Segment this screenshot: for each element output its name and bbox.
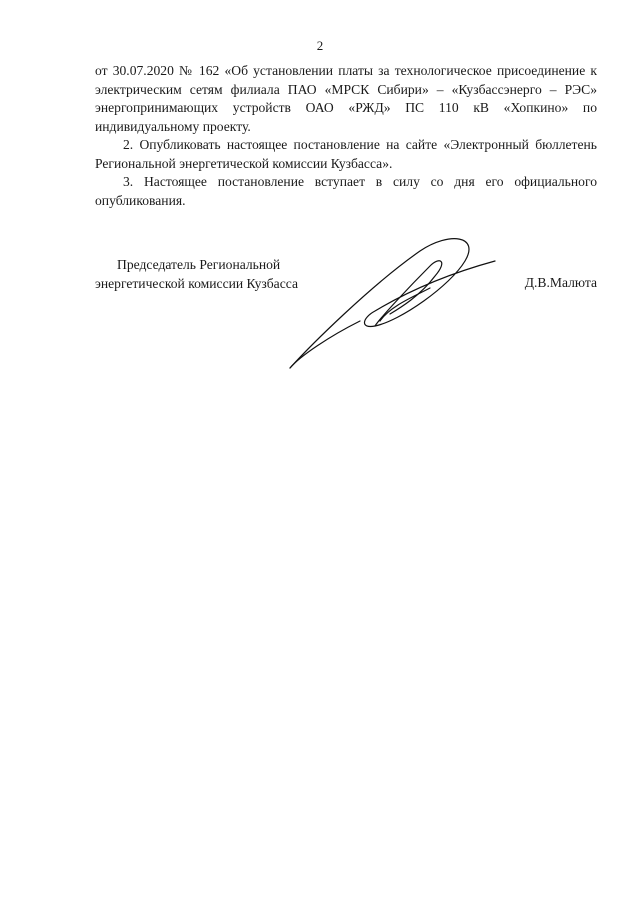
paragraph-2: 2. Опубликовать настоящее постановление на сайте «Электронный бюллетень Региональной энергетической комиссии Кузбасса». xyxy=(95,137,597,171)
paragraph-3: 3. Настоящее постановление вступает в силу со дня его официального опубликования. xyxy=(95,174,597,208)
document-body xyxy=(95,62,597,210)
signer-name: Д.В.Малюта xyxy=(524,275,597,290)
signer-title-line1: Председатель Региональной xyxy=(117,257,281,272)
signer-title xyxy=(95,256,298,293)
paragraph-continuation: от 30.07.2020 № 162 «Об установлении платы за технологическое присоединение к электрическим сетям филиала ПАО «МРСК Сибири» – «Кузбассэнерго – РЭС» энергопринимающих устройств ОАО «РЖД» ПС 110 кВ «Хопкино» по индивидуальному проекту. xyxy=(95,63,597,134)
page-number: 2 xyxy=(316,38,324,53)
signer-title-line2: энергетической комиссии Кузбасса xyxy=(95,275,298,291)
handwritten-signature xyxy=(280,226,510,376)
